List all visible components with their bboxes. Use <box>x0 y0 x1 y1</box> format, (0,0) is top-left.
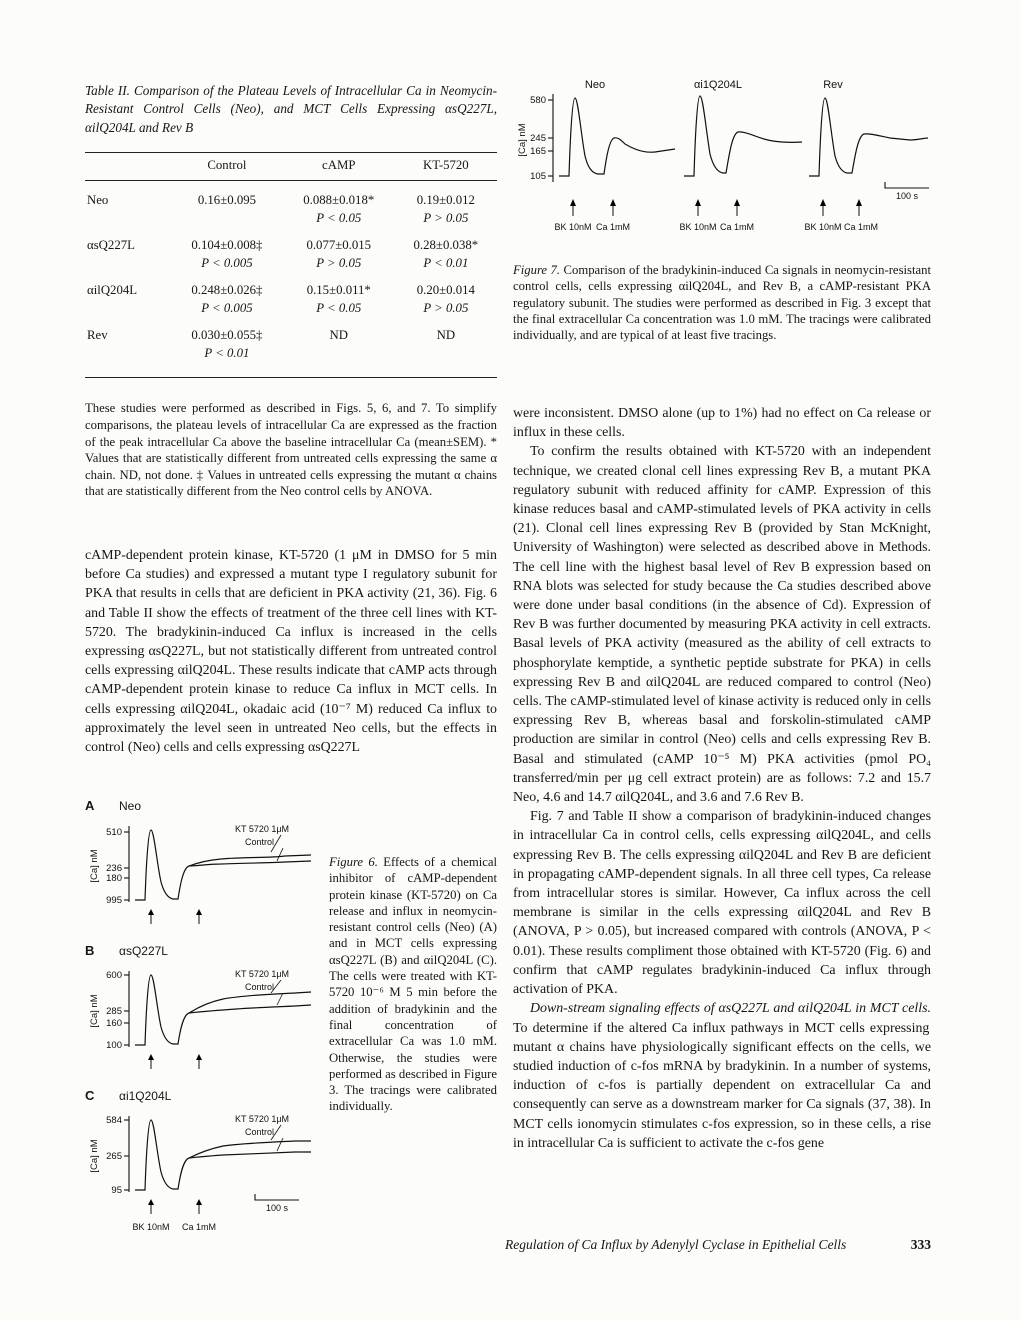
table-cell <box>171 226 283 271</box>
trace-kt5720 <box>189 1141 311 1158</box>
trace-main <box>135 975 189 1045</box>
cell-value: 0.16±0.095 <box>197 193 257 208</box>
fig6-panel-c <box>85 1088 317 1241</box>
cell-value: 0.19±0.012 <box>416 193 475 208</box>
table-ii-caption: Table II. Comparison of the Plateau Levels of Intracellular Ca in Neomycin-Resistant Control Cells (Neo), and MCT Cells Expressing αsQ227L, αilQ204L and Rev B <box>85 83 497 135</box>
fig7-plot <box>513 78 933 236</box>
fig6-panel-b <box>85 943 317 1078</box>
table-cell <box>283 316 395 378</box>
column-blank <box>85 153 171 181</box>
table-cell <box>283 226 395 271</box>
bk-label: BK 10nM <box>679 222 717 232</box>
control-annotation: Control <box>245 982 275 992</box>
up-arrow-icon <box>820 199 826 206</box>
tick-label: 105 <box>530 171 546 182</box>
panel-label-rev: Rev <box>823 79 843 91</box>
panel-letter: C <box>85 1088 95 1103</box>
table-ii-footnote: These studies were performed as described in Figs. 5, 6, and 7. To simplify comparisons, the plateau levels of intracellular Ca are expressed as the fraction of the peak intracellular Ca above the baseline intracellular Ca (mean±SEM). * Values that are statistically different from untreated cells expressing the same α chain. ND, not done. ‡ Values in untreated cells expressing the mutant α chains that are statistically different from the Neo control cells by ANOVA. <box>85 401 497 499</box>
tick-label: 580 <box>530 95 546 106</box>
kt-annotation: KT 5720 1μM <box>235 969 290 979</box>
right-column-text <box>513 404 931 1153</box>
cell-value: ND <box>436 328 456 343</box>
tick-label: 180 <box>106 873 122 884</box>
stimulus-arrows <box>570 199 862 216</box>
trace-kt5720 <box>189 992 311 1013</box>
tick-label: 236 <box>106 863 122 874</box>
page-footer <box>505 1237 931 1253</box>
paragraph: Fig. 7 and Table II show a comparison of bradykinin-induced changes in intracellular Ca in control cells, cells expressing αilQ204L, and cells expressing Rev B. The cells expressing αilQ204L and Rev B are deficient in propagating cAMP-dependent signals. In all three cell types, Ca release from intracellular stores is similar. However, Ca influx across the cell membrane is similar in the cells expressing αilQ204L and Rev B (ANOVA, P > 0.05), but increased compared with controls (ANOVA, P < 0.01). These results compliment those obtained with KT-5720 (Fig. 6) and confirm that cAMP regulates bradykinin-induced Ca influx through activation of PKA. <box>513 809 931 998</box>
fig6-panel-a <box>85 798 317 933</box>
subheading-inline: Down-stream signaling effects of αsQ227L and αilQ204L in MCT cells. <box>530 1001 931 1017</box>
y-axis-label: [Ca] nM <box>517 123 528 157</box>
cell-value: 0.28±0.038* <box>413 238 479 253</box>
ca-label: Ca 1mM <box>181 1222 217 1232</box>
tick-label: 995 <box>106 895 122 906</box>
up-arrow-icon <box>196 1199 202 1205</box>
cell-pvalue: P < 0.005 <box>201 301 253 316</box>
tick-label: 100 <box>106 1040 122 1051</box>
trace-ai1q204l <box>684 96 802 176</box>
trace-control <box>189 1152 311 1158</box>
up-arrow-icon <box>695 199 701 206</box>
cell-pvalue: P > 0.05 <box>316 256 362 271</box>
figure-6-caption <box>329 798 497 1251</box>
tick-label: 265 <box>106 1151 122 1162</box>
table-cell <box>283 181 395 227</box>
tick-label: 510 <box>106 827 122 838</box>
table-cell <box>395 226 497 271</box>
trace-control <box>189 1005 311 1013</box>
column-control: Control <box>171 153 283 181</box>
tick-label: 600 <box>106 970 122 981</box>
tick-label: 165 <box>530 146 546 157</box>
ca-label: Ca 1mM <box>719 222 755 232</box>
column-kt5720: KT-5720 <box>395 153 497 181</box>
panel-label-ai1q204l: αi1Q204L <box>694 79 742 91</box>
time-scale-bar <box>885 182 929 188</box>
cell-value: 0.20±0.014 <box>416 283 475 298</box>
table-cell <box>395 316 497 378</box>
paragraph: To confirm the results obtained with KT-5720 with an independent technique, we created clonal cell lines expressing Rev B, a mutant PKA regulatory subunit with reduced affinity for cAMP. Expression of this kinase reduces basal and cAMP-stimulated levels of PKA activity in cells (21). Clonal cell lines expressing Rev B (provided by Stan McKnight, University of Washington) were selected as described above in Methods. The cell line with the highest basal level of Rev B expression based on RNA blots was selected for study because the Ca studies described above were done under basal conditions (in the absence of Cd). Expression of Rev B was further documented by measuring PKA activity in cell extracts. Basal levels of PKA activity (measured as the ability of cell extracts to phosphorylate kemptide, a synthetic peptide substrate for PKA) in cells expressing Rev B and αilQ204L are reduced compared to control (Neo) cells. The cAMP-stimulated level of kinase activity is reduced only in cells expressing Rev B, whereas basal and forskolin-stimulated cAMP production are similar in control (Neo) cells and cells expressing Rev B. Basal and stimulated (cAMP 10⁻⁵ M) PKA activities (pmol PO₄ transferred/min per μg cell extract protein) are as follows: 7.2 and 15.7 Neo, 4.6 and 14.7 αilQ204L, and 3.6 and 7.6 Rev B. <box>513 444 931 806</box>
tick-label: 245 <box>530 133 546 144</box>
table-cell <box>395 181 497 227</box>
cell-value: 0.077±0.015 <box>306 238 372 253</box>
table-cell <box>283 271 395 316</box>
table-row <box>85 226 497 271</box>
control-annotation: Control <box>245 837 275 847</box>
time-scale-label: 100 s <box>265 1203 289 1213</box>
cell-value: 0.15±0.011* <box>306 283 371 298</box>
figure-7 <box>513 78 933 241</box>
paragraph <box>513 999 931 1153</box>
figure-7-caption <box>513 262 931 343</box>
paragraph: were inconsistent. DMSO alone (up to 1%) had no effect on Ca release or influx in these cells. <box>513 406 931 441</box>
time-scale-label: 100 s <box>895 191 919 201</box>
table-header-row <box>85 153 497 181</box>
panel-c-header <box>85 1088 317 1106</box>
cell-pvalue: P < 0.05 <box>316 301 362 316</box>
panel-title: αsQ227L <box>119 944 168 958</box>
figure-7-caption-text: Comparison of the bradykinin-induced Ca signals in neomycin-resistant control cells, cells expressing αilQ204L, and Rev B, a cAMP-resistant PKA regulatory subunit. The studies were performed as described in Fig. 3 except that the final extracellular Ca concentration was 1.0 mM. The tracings were calibrated individually, and are typical of at least five tracings. <box>513 263 931 343</box>
annotation-leader-line <box>277 1138 283 1151</box>
up-arrow-icon <box>570 199 576 206</box>
table-cell <box>171 316 283 378</box>
annotation-leader-line <box>277 848 283 861</box>
tick-label: 285 <box>106 1006 122 1017</box>
trace-rev <box>809 98 928 176</box>
figure-6 <box>85 798 497 1251</box>
table-row <box>85 181 497 227</box>
up-arrow-icon <box>148 1199 154 1205</box>
cell-pvalue: P < 0.05 <box>316 211 362 226</box>
tick-label: 95 <box>111 1185 122 1196</box>
cell-pvalue: P < 0.01 <box>423 256 469 271</box>
row-label: Neo <box>87 193 109 208</box>
annotation-leader-line <box>277 993 283 1005</box>
table-ii-section <box>85 82 497 500</box>
running-title: Regulation of Ca Influx by Adenylyl Cyclase in Epithelial Cells <box>505 1237 847 1252</box>
up-arrow-icon <box>196 909 202 915</box>
trace-control <box>189 861 311 866</box>
panel-label-neo: Neo <box>584 79 606 91</box>
up-arrow-icon <box>196 1054 202 1060</box>
panel-b-header <box>85 943 317 961</box>
time-scale-bar <box>255 1194 299 1200</box>
up-arrow-icon <box>856 199 862 206</box>
row-label: Rev <box>85 316 171 378</box>
table-row <box>85 316 497 378</box>
cell-value: 0.104±0.008‡ <box>191 238 263 253</box>
cell-value: 0.088±0.018* <box>303 193 375 208</box>
y-axis-label: [Ca] nM <box>89 994 100 1028</box>
cell-pvalue: P < 0.005 <box>201 256 253 271</box>
cell-value: 0.248±0.026‡ <box>191 283 263 298</box>
ca-label: Ca 1mM <box>843 222 879 232</box>
left-column-text <box>85 546 497 757</box>
page-number: 333 <box>910 1237 931 1252</box>
bk-label: BK 10nM <box>554 222 592 232</box>
paragraph-text: To determine if the altered Ca influx pathways in MCT cells expressing mutant α chains have physiologically significant effects on the cells, we studied induction of c-fos mRNA by bradykinin. In a number of systems, induction of c-fos is partially dependent on extracellular Ca and consequently can serve as a downstream marker for Ca signals (37, 38). In MCT cells ionomycin stimulates c-fos expression, so in these cells, a rise in intracellular Ca is sufficient to activate the c-fos gene <box>513 1020 931 1151</box>
trace-neo <box>559 98 675 176</box>
table-cell <box>171 271 283 316</box>
row-label: αilQ204L <box>87 283 138 298</box>
up-arrow-icon <box>148 1054 154 1060</box>
kt-annotation: KT 5720 1μM <box>235 1114 290 1124</box>
tick-label: 584 <box>106 1115 122 1126</box>
table-cell <box>171 181 283 227</box>
table-row <box>85 271 497 316</box>
fig6-panel-a-plot <box>85 818 317 928</box>
panel-a-header <box>85 798 317 816</box>
cell-value: ND <box>329 328 348 343</box>
up-arrow-icon <box>610 199 616 206</box>
ca-label: Ca 1mM <box>595 222 631 232</box>
row-label: αsQ227L <box>87 238 135 253</box>
figure-6-caption-lead: Figure 6. <box>329 855 378 869</box>
y-axis-label: [Ca] nM <box>89 849 100 883</box>
column-camp: cAMP <box>283 153 395 181</box>
y-axis-label: [Ca] nM <box>89 1139 100 1173</box>
kt-annotation: KT 5720 1μM <box>235 824 290 834</box>
panel-letter: A <box>85 798 95 813</box>
fig6-panel-c-plot <box>85 1108 317 1236</box>
table-cell <box>395 271 497 316</box>
up-arrow-icon <box>148 909 154 915</box>
bk-label: BK 10nM <box>804 222 842 232</box>
bk-label: BK 10nM <box>132 1222 170 1232</box>
tick-label: 160 <box>106 1018 122 1029</box>
fig6-panels <box>85 798 317 1251</box>
trace-main <box>135 1120 189 1190</box>
up-arrow-icon <box>734 199 740 206</box>
figure-6-caption-text: Effects of a chemical inhibitor of cAMP-dependent protein kinase (KT-5720) on Ca release and influx in neomycin-resistant control cells (Neo) (A) and in MCT cells expressing αsQ227L (B) and αilQ204L (C). The cells were treated with KT-5720 10⁻⁶ M 5 min before the addition of bradykinin and the final concentration of extracellular Ca was 1.0 mM. Otherwise, the studies were performed as described in Figure 3. The tracings were calibrated individually. <box>329 855 498 1114</box>
trace-main <box>135 830 189 900</box>
control-annotation: Control <box>245 1127 275 1137</box>
panel-title: αi1Q204L <box>119 1089 172 1103</box>
panel-letter: B <box>85 943 95 958</box>
panel-title: Neo <box>119 799 142 813</box>
table-ii <box>85 152 497 378</box>
figure-7-caption-lead: Figure 7. <box>513 263 561 277</box>
cell-pvalue: P < 0.01 <box>204 346 250 361</box>
cell-pvalue: P > 0.05 <box>423 211 469 226</box>
fig6-panel-b-plot <box>85 963 317 1073</box>
cell-pvalue: P > 0.05 <box>423 301 469 316</box>
cell-value: 0.030±0.055‡ <box>191 328 263 343</box>
paragraph: cAMP-dependent protein kinase, KT-5720 (1 μM in DMSO for 5 min before Ca studies) and expressed a mutant type I regulatory subunit for PKA that results in cells that are deficient in PKA activity (21, 36). Fig. 6 and Table II show the effects of treatment of the three cell lines with KT-5720. The bradykinin-induced Ca influx is increased in the cells expressing αsQ227L, but not statistically different from untreated control cells expressing αilQ204L. These results indicate that cAMP acts through cAMP-dependent protein kinase to reduce Ca influx in MCT cells. In cells expressing αilQ204L, okadaic acid (10⁻⁷ M) reduced Ca influx to approximately the level seen in untreated Neo cells, but the effects in control (Neo) cells and cells expressing αsQ227L <box>85 548 497 756</box>
